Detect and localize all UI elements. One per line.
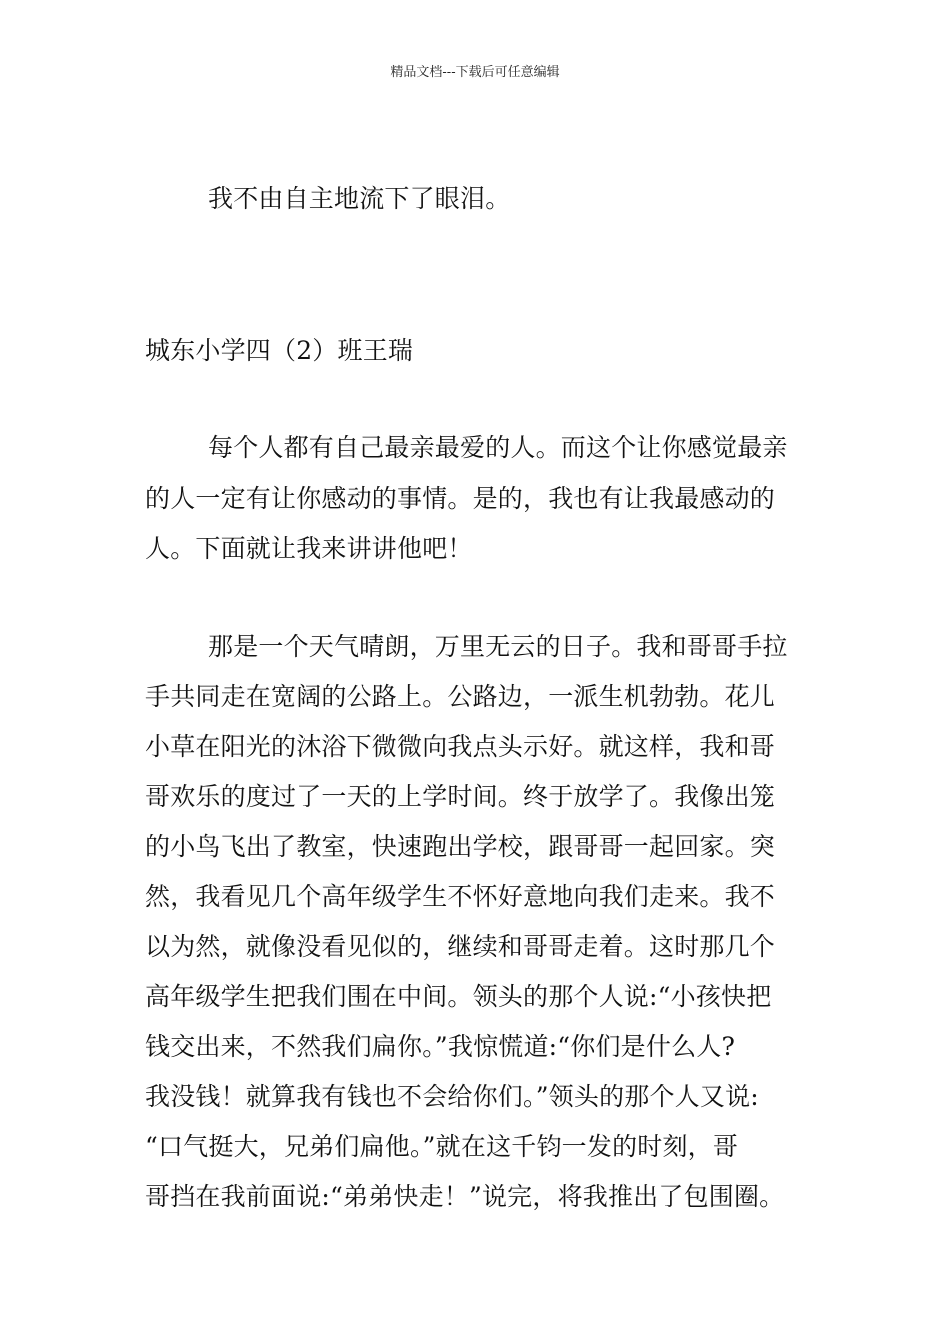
paragraph-2-line-1: 那是一个天气晴朗，万里无云的日子。我和哥哥手拉 — [208, 632, 788, 661]
paragraph-2-line-5: 的小鸟飞出了教室，快速跑出学校，跟哥哥一起回家。突 — [145, 832, 776, 861]
author-line: 城东小学四（2）班王瑞 — [145, 336, 414, 365]
paragraph-2-line-10: 我没钱！就算我有钱也不会给你们。”领头的那个人又说: — [145, 1082, 759, 1111]
paragraph-2-line-4: 哥欢乐的度过了一天的上学时间。终于放学了。我像出笼 — [145, 782, 776, 811]
paragraph-2-line-3: 小草在阳光的沐浴下微微向我点头示好。就这样，我和哥 — [145, 732, 776, 761]
paragraph-1-line-1: 每个人都有自己最亲最爱的人。而这个让你感觉最亲 — [208, 433, 788, 462]
paragraph-2-line-12: 哥挡在我前面说:“弟弟快走！”说完，将我推出了包围圈。 — [145, 1182, 785, 1211]
opening-line: 我不由自主地流下了眼泪。 — [208, 184, 511, 213]
paragraph-2-line-9: 钱交出来，不然我们扁你。”我惊慌道:“你们是什么人? — [145, 1032, 736, 1061]
paragraph-2-line-8: 高年级学生把我们围在中间。领头的那个人说:“小孩快把 — [145, 982, 772, 1011]
paragraph-1-line-2: 的人一定有让你感动的事情。是的，我也有让我最感动的 — [145, 484, 776, 513]
paragraph-2-line-6: 然，我看见几个高年级学生不怀好意地向我们走来。我不 — [145, 882, 776, 911]
page-header: 精品文档---下载后可任意编辑 — [390, 65, 560, 80]
paragraph-2-line-11: “口气挺大，兄弟们扁他。”就在这千钧一发的时刻，哥 — [145, 1132, 739, 1161]
paragraph-2-line-7: 以为然，就像没看见似的，继续和哥哥走着。这时那几个 — [145, 932, 776, 961]
paragraph-2-line-2: 手共同走在宽阔的公路上。公路边，一派生机勃勃。花儿 — [145, 682, 776, 711]
paragraph-1-line-3: 人。下面就让我来讲讲他吧！ — [145, 534, 473, 563]
